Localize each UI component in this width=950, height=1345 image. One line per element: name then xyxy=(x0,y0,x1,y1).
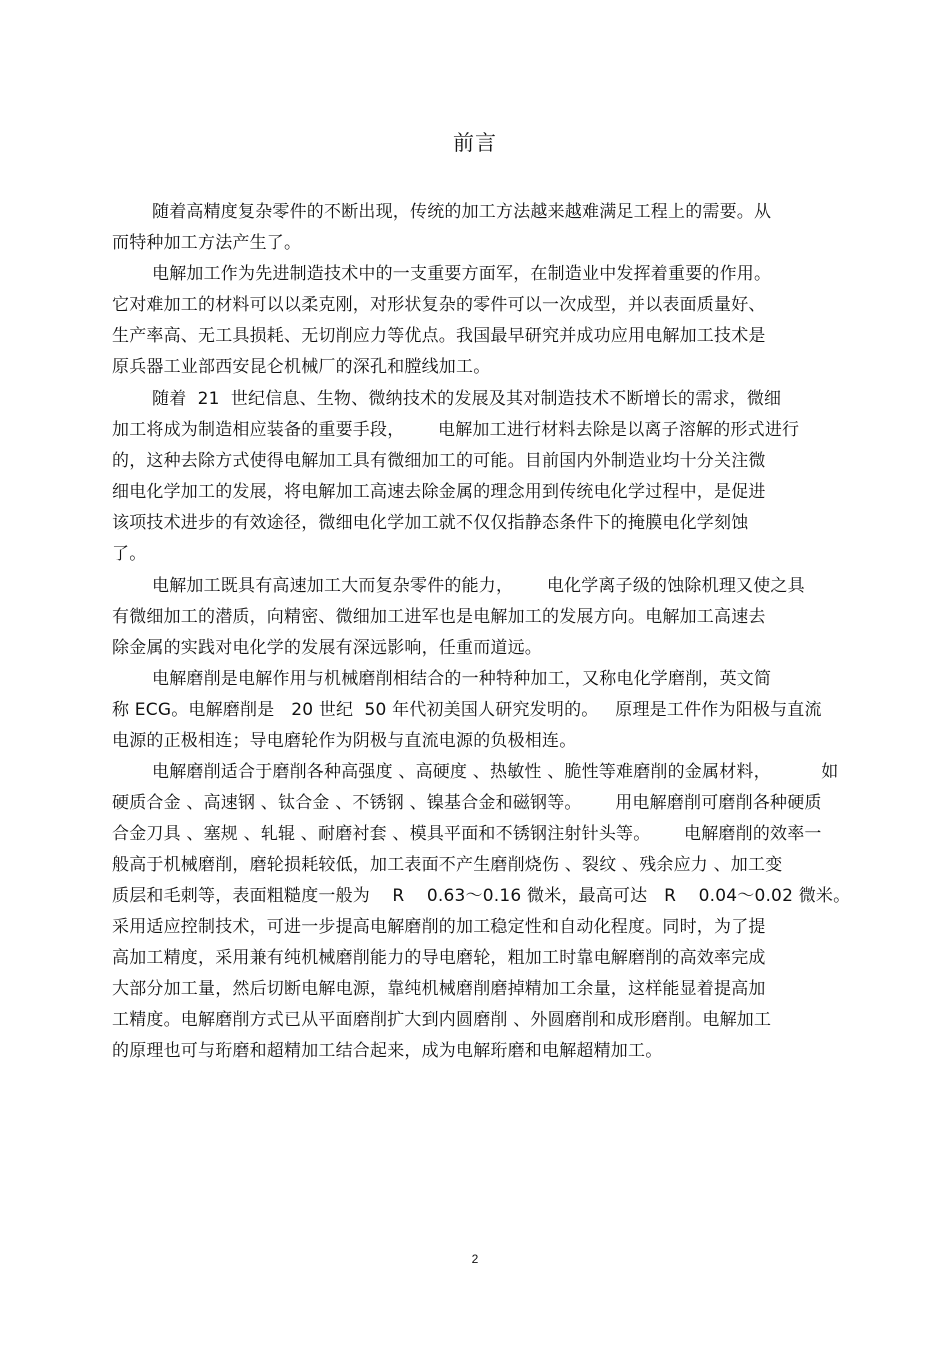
paragraph-line: 随着高精度复杂零件的不断出现，传统的加工方法越来越难满足工程上的需要。从 xyxy=(152,202,772,222)
paragraph-line: 了。 xyxy=(112,544,147,564)
paragraph-line: 细电化学加工的发展，将电解加工高速去除金属的理念用到传统电化学过程中，是促进 xyxy=(112,482,766,502)
page-number: 2 xyxy=(471,1252,479,1266)
paragraph-line: 电解磨削适合于磨削各种高强度 、高硬度 、热敏性 、脆性等难磨削的金属材料， 如 xyxy=(152,762,839,782)
paragraph-line: 该项技术进步的有效途径，微细电化学加工就不仅仅指静态条件下的掩膜电化学刻蚀 xyxy=(112,513,749,533)
paragraph-line: 采用适应控制技术，可进一步提高电解磨削的加工稳定性和自动化程度。同时，为了提 xyxy=(112,917,766,937)
paragraph-line: 称 ECG。电解磨削是 20 世纪 50 年代初美国人研究发明的。 原理是工件作为阳极与直流 xyxy=(112,700,822,720)
paragraph-line: 电解加工作为先进制造技术中的一支重要方面军，在制造业中发挥着重要的作用。 xyxy=(152,264,772,284)
paragraph-line: 大部分加工量，然后切断电解电源，靠纯机械磨削磨掉精加工余量，这样能显着提高加 xyxy=(112,979,766,999)
paragraph-line: 原兵器工业部西安昆仑机械厂的深孔和膛线加工。 xyxy=(112,357,491,377)
paragraph-line: 电解加工既具有高速加工大而复杂零件的能力， 电化学离子级的蚀除机理又使之具 xyxy=(152,576,805,596)
paragraph-line: 高加工精度，采用兼有纯机械磨削能力的导电磨轮，粗加工时靠电解磨削的高效率完成 xyxy=(112,948,766,968)
paragraph-line: 加工将成为制造相应装备的重要手段， 电解加工进行材料去除是以离子溶解的形式进行 xyxy=(112,420,800,440)
paragraph-line: 质层和毛刺等，表面粗糙度一般为 R 0.63～0.16 微米，最高可达 R 0.04～0.02 微米。 xyxy=(112,886,851,906)
paragraph-line: 而特种加工方法产生了。 xyxy=(112,233,302,253)
paragraph-line: 电解磨削是电解作用与机械磨削相结合的一种特种加工，又称电化学磨削，英文简 xyxy=(152,669,772,689)
page-title: 前言 xyxy=(453,131,497,155)
paragraph-line: 有微细加工的潜质，向精密、微细加工进军也是电解加工的发展方向。电解加工高速去 xyxy=(112,607,766,627)
paragraph-line: 硬质合金 、高速钢 、钛合金 、不锈钢 、镍基合金和磁钢等。 用电解磨削可磨削各种硬质 xyxy=(112,793,822,813)
paragraph-line: 的，这种去除方式使得电解加工具有微细加工的可能。目前国内外制造业均十分关注微 xyxy=(112,451,766,471)
paragraph-line: 般高于机械磨削，磨轮损耗较低，加工表面不产生磨削烧伤 、裂纹 、残余应力 、加工变 xyxy=(112,855,783,875)
paragraph-line: 的原理也可与珩磨和超精加工结合起来，成为电解珩磨和电解超精加工。 xyxy=(112,1041,663,1061)
paragraph-line: 除金属的实践对电化学的发展有深远影响，任重而道远。 xyxy=(112,638,542,658)
paragraph-line: 电源的正极相连；导电磨轮作为阴极与直流电源的负极相连。 xyxy=(112,731,577,751)
paragraph-line: 合金刀具 、塞规 、轧辊 、耐磨衬套 、模具平面和不锈钢注射针头等。 电解磨削的效率一 xyxy=(112,824,822,844)
paragraph-line: 工精度。电解磨削方式已从平面磨削扩大到内圆磨削 、外圆磨削和成形磨削。电解加工 xyxy=(112,1010,772,1030)
paragraph-line: 它对难加工的材料可以以柔克刚，对形状复杂的零件可以一次成型，并以表面质量好、 xyxy=(112,295,766,315)
paragraph-line: 随着 21 世纪信息、生物、微纳技术的发展及其对制造技术不断增长的需求，微细 xyxy=(152,389,782,409)
paragraph-line: 生产率高、无工具损耗、无切削应力等优点。我国最早研究并成功应用电解加工技术是 xyxy=(112,326,766,346)
